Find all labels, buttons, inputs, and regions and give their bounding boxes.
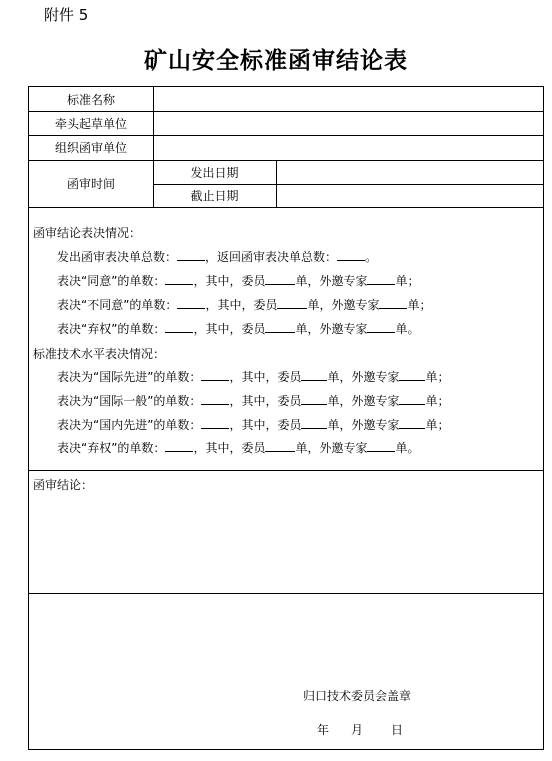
label-standard-name: 标准名称 [66, 92, 115, 107]
vote-disagree-line: 表决“不同意”的单数： ，其中，委员 单，外邀专家 单； [57, 298, 432, 312]
date-day-label: 日 [391, 723, 404, 737]
label-review-time: 函审时间 [66, 177, 115, 191]
level-intl-advanced-line: 表决为“国际先进”的单数： ，其中，委员 单，外邀专家 单； [57, 370, 450, 384]
date-year-label: 年 [317, 723, 330, 737]
label-lead-unit: 牵头起草单位 [54, 116, 127, 131]
seal-label: 归口技术委员会盖章 [303, 689, 412, 703]
org-unit-field[interactable] [154, 135, 543, 160]
vote-section-header: 函审结论表决情况： [33, 226, 142, 240]
vote-abstain-line: 表决“弃权”的单数： ，其中，委员 单，外邀专家 单。 [57, 322, 420, 336]
label-org-unit: 组织函审单位 [54, 141, 127, 155]
label-send-date: 发出日期 [190, 165, 239, 180]
conclusion-field[interactable] [33, 492, 539, 590]
review-form-table [28, 86, 544, 750]
level-abstain-line: 表决“弃权”的单数： ，其中，委员 单，外邀专家 单。 [57, 441, 420, 455]
level-intl-general-line: 表决为“国际一般”的单数： ，其中，委员 单，外邀专家 单； [57, 394, 450, 408]
send-date-field[interactable] [277, 160, 543, 184]
label-deadline: 截止日期 [190, 189, 239, 203]
level-domestic-advanced-line: 表决为“国内先进”的单数： ，其中，委员 单，外邀专家 单； [57, 418, 450, 432]
page-title: 矿山安全标准函审结论表 [144, 47, 408, 74]
vote-total-line: 发出函审表决单总数： ，返回函审表决单总数： 。 [57, 250, 378, 264]
attachment-label: 附件 5 [44, 6, 89, 24]
date-month-label: 月 [351, 723, 364, 737]
standard-name-field[interactable] [154, 87, 543, 111]
vote-agree-line: 表决“同意”的单数： ，其中，委员 单，外邀专家 单； [57, 274, 420, 288]
lead-unit-field[interactable] [154, 111, 543, 135]
level-section-header: 标准技术水平表决情况： [33, 347, 166, 361]
conclusion-label: 函审结论： [33, 478, 94, 492]
deadline-field[interactable] [277, 184, 543, 207]
